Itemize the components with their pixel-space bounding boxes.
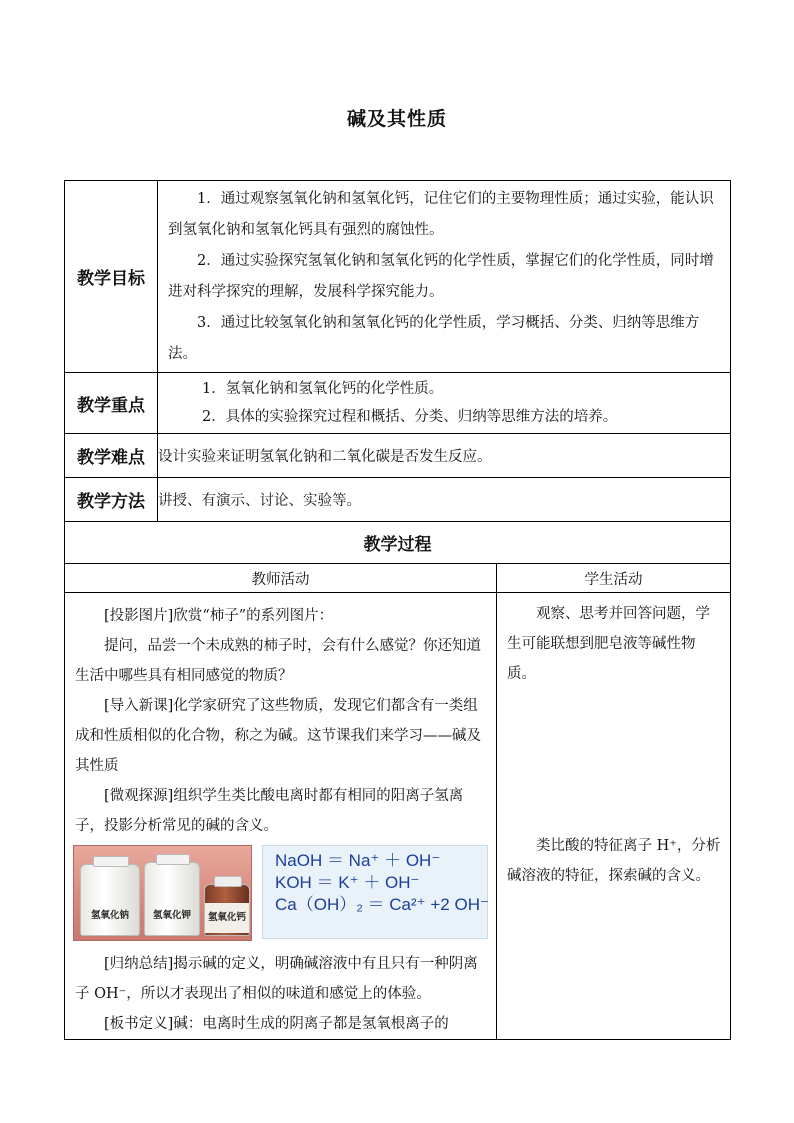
teacher-paragraph: [投影图片]欣赏“柿子”的系列图片：	[104, 608, 334, 624]
difficulties-label: 教学难点	[65, 434, 158, 478]
difficulties-text: 设计实验来证明氢氧化钠和二氧化碳是否发生反应。	[158, 434, 731, 478]
teacher-activity-cell	[65, 593, 497, 1040]
key-points-row	[65, 373, 731, 434]
objective-item: 3．通过比较氢氧化钠和氢氧化钙的化学性质，学习概括、分类、归纳等思维方法。	[168, 315, 700, 362]
key-point-item: 1．氢氧化钠和氢氧化钙的化学性质。	[202, 381, 444, 397]
bottle-label: 氢氧化钙	[205, 903, 249, 933]
process-heading: 教学过程	[65, 522, 731, 564]
bottle	[80, 864, 140, 936]
bottle	[144, 862, 200, 936]
projection-images	[73, 845, 488, 943]
document-title: 碱及其性质	[346, 108, 447, 130]
ionization-equations	[262, 845, 488, 939]
student-paragraph: 观察、思考并回答问题，学生可能联想到肥皂液等碱性物质。	[507, 606, 710, 682]
objectives-content	[158, 181, 731, 373]
teacher-activity-header: 教师活动	[65, 564, 497, 593]
teacher-paragraph: [归纳总结]揭示碱的定义，明确碱溶液中有且只有一种阴离子 OH⁻，所以才表现出了相似的味道和感觉上的体验。	[75, 956, 478, 1002]
student-paragraph: 类比酸的特征离子 H⁺，分析碱溶液的特征，探索碱的含义。	[507, 838, 721, 884]
process-column-headers	[65, 564, 731, 593]
process-heading-row	[65, 522, 731, 564]
teacher-paragraph: [微观探源]组织学生类比酸电离时都有相同的阳离子氢离子，投影分析常见的碱的含义。	[75, 788, 464, 834]
methods-row	[65, 478, 731, 522]
teacher-paragraph: [导入新课]化学家研究了这些物质，发现它们都含有一类组成和性质相似的化合物，称之为碱。这节课我们来学习——碱及其性质	[75, 698, 481, 774]
process-content-row	[65, 593, 731, 1040]
bottle-label: 氢氧化钾	[152, 910, 191, 921]
bottle-label: 氢氧化钠	[90, 910, 129, 921]
objectives-label: 教学目标	[65, 181, 158, 373]
equation: KOH ＝ K⁺ ＋ OH⁻	[275, 873, 420, 892]
objective-item: 2．通过实验探究氢氧化钠和氢氧化钙的化学性质，掌握它们的化学性质，同时增进对科学探究的理解，发展科学探究能力。	[168, 253, 714, 300]
lesson-plan-table	[64, 180, 731, 1040]
student-activity-cell	[497, 593, 731, 1040]
equation: Ca（OH）₂ ＝ Ca²⁺ +2 OH⁻	[275, 895, 489, 914]
key-points-content	[158, 373, 731, 434]
teacher-paragraph: 提问，品尝一个未成熟的柿子时，会有什么感觉？你还知道生活中哪些具有相同感觉的物质？	[75, 638, 481, 684]
bottle	[204, 884, 250, 936]
difficulties-row	[65, 434, 731, 478]
equation: NaOH ＝ Na⁺ ＋ OH⁻	[275, 851, 441, 870]
methods-text: 讲授、有演示、讨论、实验等。	[158, 478, 731, 522]
key-points-label: 教学重点	[65, 373, 158, 434]
key-point-item: 2．具体的实验探究过程和概括、分类、归纳等思维方法的培养。	[202, 409, 618, 425]
base-bottles-photo	[73, 845, 252, 941]
objective-item: 1．通过观察氢氧化钠和氢氧化钙，记住它们的主要物理性质；通过实验，能认识到氢氧化钠和氢氧化钙具有强烈的腐蚀性。	[168, 191, 714, 238]
objectives-row	[65, 181, 731, 373]
teacher-paragraph: [板书定义]碱：电离时生成的阴离子都是氢氧根离子的	[104, 1016, 449, 1032]
student-activity-header: 学生活动	[497, 564, 731, 593]
methods-label: 教学方法	[65, 478, 158, 522]
